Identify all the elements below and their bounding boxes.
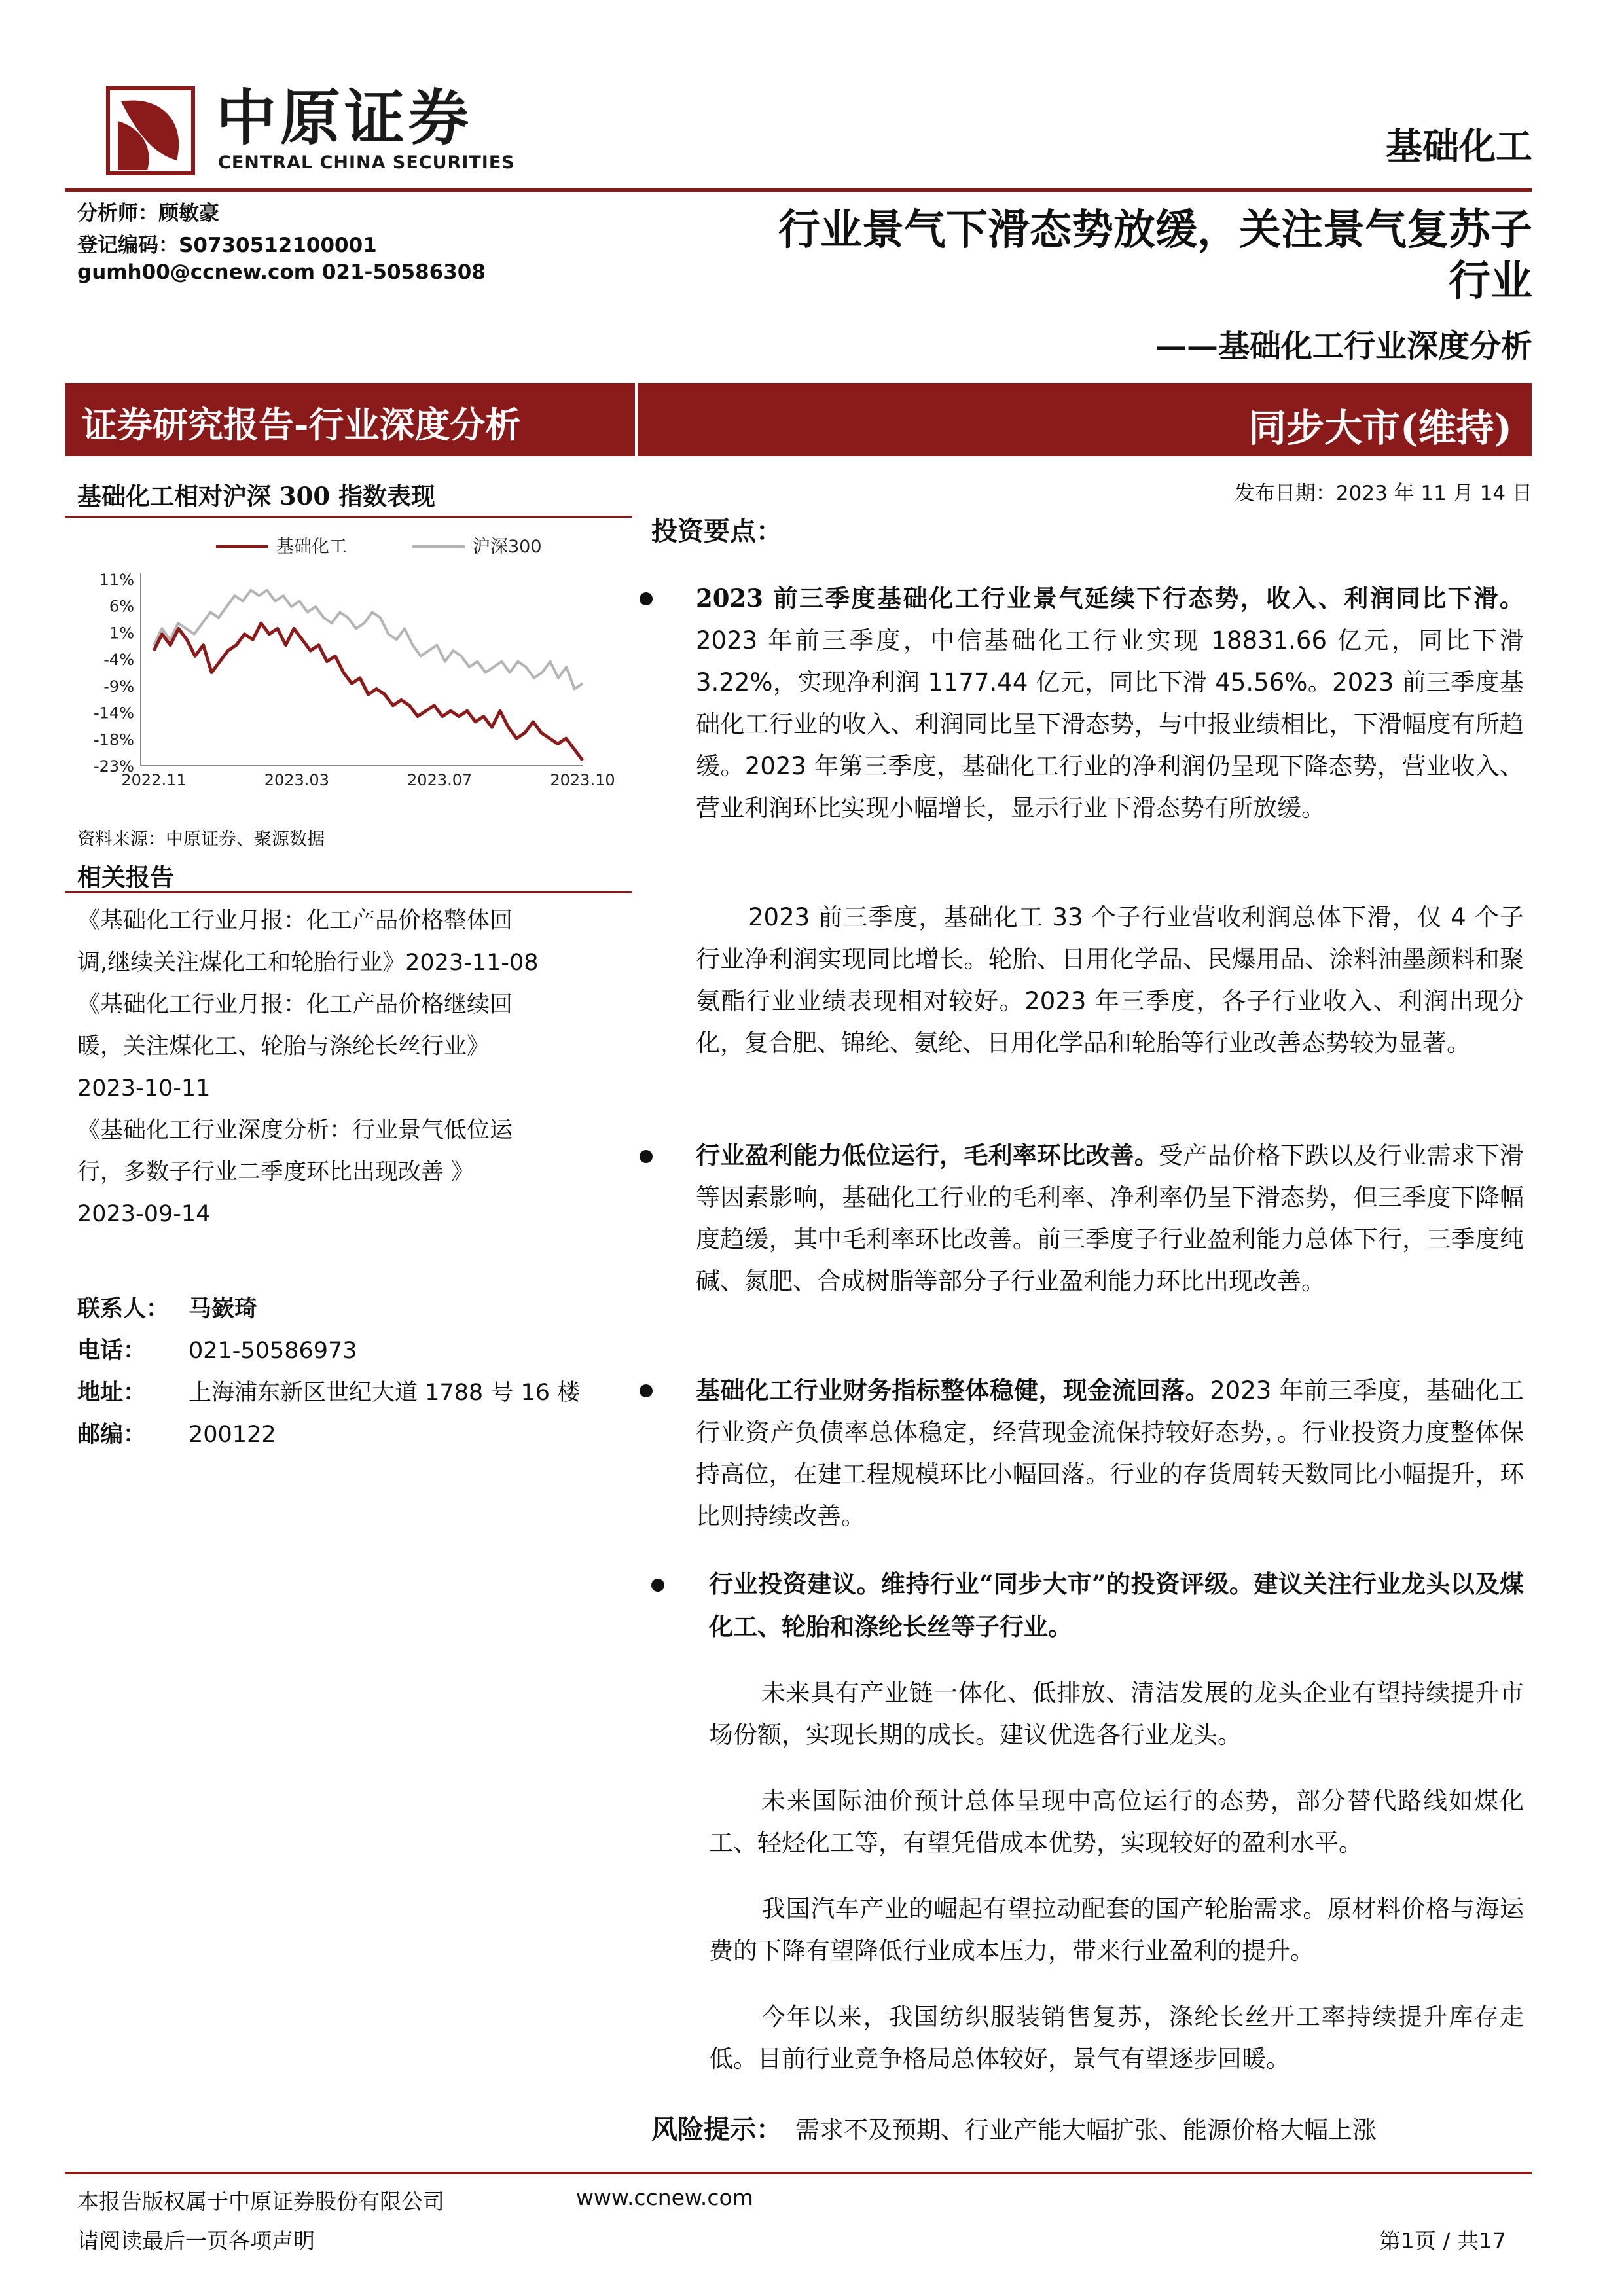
banner-left: 证券研究报告-行业深度分析 bbox=[82, 404, 521, 446]
publish-date: 发布日期：2023 年 11 月 14 日 bbox=[1234, 482, 1532, 505]
chart-y-tick-label: 1% bbox=[109, 624, 134, 643]
point-1-bold: 2023 前三季度基础化工行业景气延续下行态势，收入、利润同比下滑。 bbox=[696, 584, 1524, 613]
paragraph-subsectors: 2023 前三季度，基础化工 33 个子行业营收利润总体下滑，仅 4 个子行业净利润实现同比增长。轮胎、日用化学品、民爆用品、涂料油墨颜料和聚氨酯行业业绩表现相对较好。2023 年三季度，各子行业收入、利润出现分化，复合肥、锦纶、氨纶、日用化学品和轮胎等行业改善态势较为显著。 bbox=[696, 903, 1524, 1057]
related-line[interactable]: 2023-09-14 bbox=[77, 1201, 211, 1227]
contact-address-row bbox=[77, 1372, 640, 1414]
chart-source: 资料来源：中原证券、聚源数据 bbox=[77, 829, 325, 850]
related-line[interactable]: 《基础化工行业深度分析：行业景气低位运 bbox=[77, 1117, 513, 1143]
related-line[interactable]: 调,继续关注煤化工和轮胎行业》2023-11-08 bbox=[77, 950, 539, 976]
logo-en: CENTRAL CHINA SECURITIES bbox=[218, 152, 515, 173]
point-2-text: 受产品价格下跌以及行业需求下滑等因素影响，基础化工行业的毛利率、净利率仍呈下滑态势，但三季度下降幅度趋缓，其中毛利率环比改善。前三季度子行业盈利能力总体下行，三季度纯碱、氮肥、合成树脂等部分子行业盈利能力环比出现改善。 bbox=[696, 1141, 1525, 1295]
chart-y-tick-label: 11% bbox=[99, 571, 134, 589]
contact-person-row bbox=[77, 1288, 640, 1330]
chart-y-tick-label: -23% bbox=[93, 757, 134, 776]
point-2-bold: 行业盈利能力低位运行，毛利率环比改善。 bbox=[696, 1141, 1159, 1170]
bullet-icon bbox=[640, 1384, 653, 1397]
chart-legend-label: 基础化工 bbox=[276, 537, 347, 557]
related-rule bbox=[65, 891, 632, 893]
point-1 bbox=[696, 577, 1524, 829]
chart-svg bbox=[65, 527, 635, 789]
point-2 bbox=[696, 1134, 1524, 1302]
contact-zip: 200122 bbox=[189, 1422, 276, 1448]
report-title-line2: 行业 bbox=[1449, 257, 1532, 306]
header-rule bbox=[65, 188, 1532, 192]
key-points-heading: 投资要点： bbox=[651, 516, 782, 547]
risk-warning bbox=[651, 2109, 1377, 2146]
chart-x-tick-label: 2023.03 bbox=[264, 771, 329, 789]
logo-cn: 中原证券 bbox=[216, 82, 473, 153]
footer-rule bbox=[65, 2172, 1532, 2174]
point-1-text: 2023 年前三季度，中信基础化工行业实现 18831.66 亿元，同比下滑 3.22%，实现净利润 1177.44 亿元，同比下滑 45.56%。2023 前三季度基础化工行业的收入、利润同比呈下滑态势，与中报业绩相比，下滑幅度有所趋缓。2023 年第三季度，基础化工行业的净利润仍呈现下降态势，营业收入、营业利润环比实现小幅增长，显示行业下滑态势有所放缓。 bbox=[696, 626, 1524, 822]
risk-label: 风险提示： bbox=[651, 2114, 782, 2145]
chart-title: 基础化工相对沪深 300 指数表现 bbox=[77, 482, 435, 511]
related-line[interactable]: 暖，关注煤化工、轮胎与涤纶长丝行业》 bbox=[77, 1033, 490, 1060]
related-line[interactable]: 行，多数子行业二季度环比出现改善 》 bbox=[77, 1159, 475, 1185]
chart-y-tick-label: -4% bbox=[103, 651, 134, 670]
chart-series-line bbox=[154, 590, 583, 689]
footer-copyright: 本报告版权属于中原证券股份有限公司 bbox=[77, 2189, 444, 2214]
paragraph-polyester: 今年以来，我国纺织服装销售复苏，涤纶长丝开工率持续提升库存走低。目前行业竞争格局总体较好，景气有望逐步回暖。 bbox=[709, 2003, 1524, 2073]
paragraph-tires: 我国汽车产业的崛起有望拉动配套的国产轮胎需求。原材料价格与海运费的下降有望降低行业成本压力，带来行业盈利的提升。 bbox=[709, 1895, 1524, 1965]
analyst-name: 分析师：顾敏豪 bbox=[77, 202, 219, 225]
bullet-icon bbox=[651, 1579, 664, 1592]
related-list bbox=[77, 900, 634, 1235]
contact-block bbox=[77, 1288, 640, 1456]
footer-notice: 请阅读最后一页各项声明 bbox=[77, 2228, 315, 2253]
contact-phone-row bbox=[77, 1330, 640, 1372]
contact-address-label: 地址： bbox=[77, 1379, 147, 1406]
bullet-icon bbox=[640, 592, 653, 605]
related-heading: 相关报告 bbox=[77, 863, 174, 891]
analyst-contact: gumh00@ccnew.com 021-50586308 bbox=[77, 260, 486, 284]
company-logo bbox=[101, 82, 520, 180]
point-4 bbox=[709, 1563, 1524, 1648]
chart-title-rule bbox=[65, 516, 632, 518]
banner bbox=[65, 383, 1532, 456]
point-4-bold: 行业投资建议。维持行业“同步大市”的投资评级。建议关注行业龙头以及煤化工、轮胎和涤纶长丝等子行业。 bbox=[709, 1570, 1524, 1641]
bullet-icon bbox=[640, 1150, 653, 1163]
logo-mark-icon bbox=[101, 82, 200, 180]
contact-zip-label: 邮编： bbox=[77, 1421, 147, 1448]
contact-phone-label: 电话： bbox=[77, 1337, 147, 1364]
analyst-reg: 登记编码：S0730512100001 bbox=[77, 234, 377, 257]
point-3 bbox=[696, 1369, 1524, 1537]
chart-legend-label: 沪深300 bbox=[473, 537, 542, 557]
banner-divider bbox=[635, 383, 638, 456]
chart-x-tick-label: 2022.11 bbox=[121, 771, 187, 789]
chart-y-tick-label: -14% bbox=[93, 704, 134, 723]
risk-text: 需求不及预期、行业产能大幅扩张、能源价格大幅上涨 bbox=[795, 2116, 1377, 2144]
contact-person-label: 联系人： bbox=[77, 1295, 170, 1322]
performance-chart bbox=[65, 527, 635, 789]
chart-series-line bbox=[154, 623, 583, 761]
banner-right: 同步大市(维持) bbox=[1248, 406, 1512, 450]
footer-website[interactable]: www.ccnew.com bbox=[576, 2185, 753, 2210]
paragraph-leaders: 未来具有产业链一体化、低排放、清洁发展的龙头企业有望持续提升市场份额，实现长期的成长。建议优选各行业龙头。 bbox=[709, 1679, 1524, 1749]
report-subtitle: ——基础化工行业深度分析 bbox=[1155, 328, 1532, 365]
contact-phone: 021-50586973 bbox=[189, 1338, 357, 1364]
chart-x-tick-label: 2023.07 bbox=[407, 771, 473, 789]
paragraph-coal-chemical: 未来国际油价预计总体呈现中高位运行的态势，部分替代路线如煤化工、轻烃化工等，有望凭借成本优势，实现较好的盈利水平。 bbox=[709, 1787, 1524, 1857]
related-line[interactable]: 《基础化工行业月报：化工产品价格继续回 bbox=[77, 992, 513, 1018]
chart-y-tick-label: -18% bbox=[93, 730, 134, 749]
point-3-bold: 基础化工行业财务指标整体稳健，现金流回落。 bbox=[696, 1376, 1210, 1405]
related-line[interactable]: 2023-10-11 bbox=[77, 1075, 211, 1102]
contact-person: 马嶔琦 bbox=[189, 1295, 258, 1322]
chart-x-tick-label: 2023.10 bbox=[550, 771, 615, 789]
sector-name: 基础化工 bbox=[1386, 125, 1532, 168]
report-title-line1: 行业景气下滑态势放缓，关注景气复苏子 bbox=[778, 206, 1532, 255]
point-3-text: 2023 年前三季度，基础化工行业资产负债率总体稳定，经营现金流保持较好态势，。行业投资力度整体保持高位，在建工程规模环比小幅回落。行业的存货周转天数同比小幅提升，环比则持续改善。 bbox=[696, 1376, 1524, 1530]
footer-page-number: 第1页 / 共17 bbox=[1379, 2228, 1506, 2253]
contact-zip-row bbox=[77, 1414, 640, 1456]
contact-address: 上海浦东新区世纪大道 1788 号 16 楼 bbox=[189, 1380, 581, 1406]
chart-y-tick-label: 6% bbox=[109, 597, 134, 616]
chart-y-tick-label: -9% bbox=[103, 677, 134, 696]
related-line[interactable]: 《基础化工行业月报：化工产品价格整体回 bbox=[77, 908, 513, 934]
